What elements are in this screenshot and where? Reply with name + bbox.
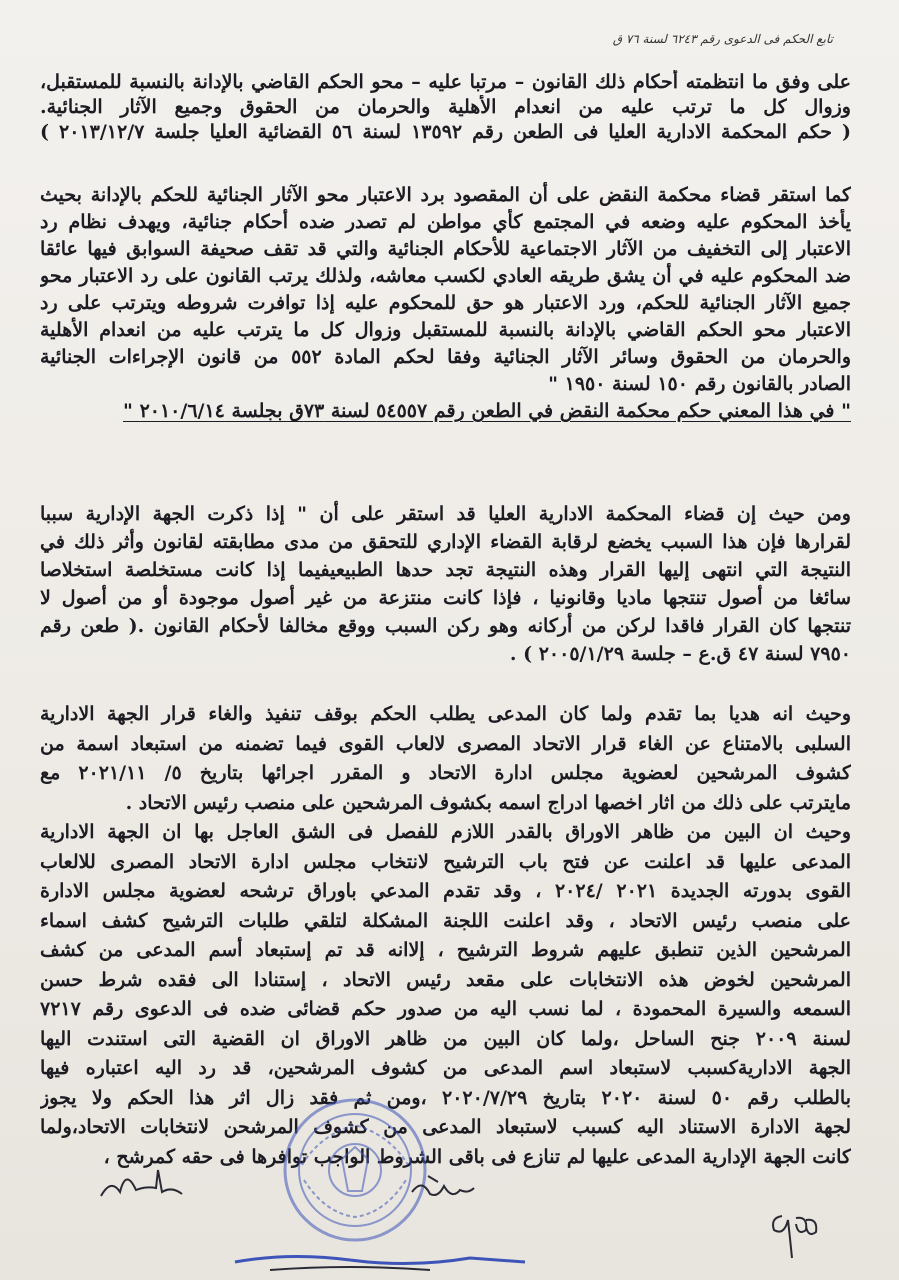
- text-line: كما استقر قضاء محكمة النقض على أن المقصود برد الاعتبار محو الآثار الجنائية للحكم بالإدانة بحيث: [40, 184, 851, 206]
- text-line: سائغا من أصول تنتجها ماديا وقانونيا ، فإذا كانت منتزعة من غير أصول موجودة أو من أصول لا: [40, 587, 851, 609]
- text-line: جميع الآثار الجنائية للحكم، ورد الاعتبار هو حق للمحكوم عليه إذا توافرت شروطه ويترتب على رد: [40, 292, 851, 314]
- text-line: لجهة الادارة الاستناد اليه كسبب لاستبعاد المدعى من كشوف المرشحن لانتخابات الاتحاد،ولما: [40, 1116, 851, 1138]
- text-line: مايترتب على ذلك من اثار اخصها ادراج اسمه بكشوف المرشحين على منصب رئيس الاتحاد .: [125, 791, 851, 814]
- text-line: المرشحين لخوض هذه الانتخابات على مقعد رئيس الاتحاد ، إستنادا الى فقده شرط حسن: [40, 968, 851, 991]
- paragraph-4: [40, 700, 851, 1172]
- text-line: ٧٩٥٠ لسنة ٤٧ ق.ع – جلسة ٢٠٠٥/١/٢٩ ) .: [509, 643, 851, 665]
- text-line: المدعى عليها قد اعلنت عن فتح باب الترشيح لانتخاب مجلس ادارة الاتحاد المصرى للالعاب: [40, 850, 851, 873]
- text-line: السلبى بالامتناع عن الغاء قرار الاتحاد المصرى لالعاب القوى فيما تضمنه من استبعاد اسمة من: [40, 732, 851, 755]
- text-line: كشوف المرشحين لعضوية مجلس ادارة الاتحاد و المقرر اجرائها بتاريخ ٥/ ٢٠٢١/١١ مع: [40, 762, 851, 784]
- text-line: وزوال كل ما ترتب عليه من انعدام الأهلية والحرمان من الحقوق وجميع الآثار الجنائية.: [40, 96, 851, 118]
- text-line: لسنة ٢٠٠٩ جنح الساحل ،ولما كان البين من ظاهر الاوراق ان القضية التى استندت اليها: [40, 1027, 851, 1050]
- text-line: ( حكم المحكمة الادارية العليا فى الطعن رقم ١٣٥٩٢ لسنة ٥٦ القضائية العليا جلسة ٢٠١٣/١٢/٧ ): [40, 121, 851, 143]
- signature-mark: [762, 1208, 822, 1268]
- text-line: وحيث ان البين من ظاهر الاوراق بالقدر اللازم للفصل فى الشق العاجل بها ان الجهة الادارية: [40, 821, 851, 843]
- text-line: يأخذ المحكوم عليه وضعه في المجتمع كأي مواطن لم تصدر ضده أحكام جنائية، ويهدف نظام رد: [40, 211, 851, 233]
- text-line: لقرارها فإن هذا السبب يخضع لرقابة القضاء الإداري للتحقق من مدى مطابقته لقانون وأثر ذلك في: [40, 531, 851, 553]
- bottom-signature-stroke: [230, 1248, 530, 1278]
- text-line: الاعتبار محو الحكم القاضي بالإدانة بالنسبة للمستقبل وزوال كل ما يترتب عليه من انعدام الأهلية: [40, 319, 851, 341]
- signature-mark: [408, 1168, 478, 1208]
- text-line: على وفق ما انتظمته أحكام ذلك القانون – مرتبا عليه – محو الحكم القاضي بالإدانة بالنسبة للمستقبل،: [40, 71, 851, 93]
- text-line: السمعه والسيرة المحمودة ، لما نسب اليه من صدور حكم قضائى ضده فى الدعوى رقم ٧٢١٧: [40, 998, 851, 1020]
- paragraph-2: [40, 182, 851, 425]
- text-line: بالطلب رقم ٥٠ لسنة ٢٠٢٠ بتاريخ ٢٠٢٠/٧/٢٩ ،ومن ثم فقد زال اثر هذا الحكم ولا يجوز: [40, 1086, 851, 1109]
- paragraph-3: [40, 500, 851, 668]
- text-line: الاعتبار إلى التخفيف من الآثار الاجتماعية للأحكام الجنائية والتي قد تقف صحيفة السوابق فيها عائقا: [40, 238, 851, 260]
- text-line: وحيث انه هديا بما تقدم ولما كان المدعى يطلب الحكم بوقف تنفيذ والغاء قرار الجهة الادارية: [40, 703, 851, 725]
- text-line: ضد المحكوم عليه في أن يشق طريقه العادي لكسب معاشه، ولذلك يرتب القانون على رد الاعتبار محو: [40, 265, 851, 287]
- text-line: القوى بدورته الجديدة ٢٠٢١ /٢٠٢٤ ، وقد تقدم المدعي باوراق ترشحه لعضوية مجلس الادارة: [40, 880, 851, 902]
- text-line: تنتجها كان القرار فاقدا لركن من أركانه وهو ركن السبب ووقع مخالفا لأحكام القانون .( طعن رقم: [40, 615, 851, 637]
- text-line: النتيجة التي انتهى إليها القرار وهذه النتيجة تجد حدها الطبيعيفيما إذا كانت مستخلصة استخلاصا: [40, 559, 851, 581]
- page-header: تابع الحكم فى الدعوى رقم ٦٢٤٣ لسنة ٧٦ ق: [612, 32, 833, 46]
- text-line: الجهة الاداريةكسبب لاستبعاد اسم المدعى من كشوف المرشحين، قد رد اليه اعتباره فيها: [40, 1057, 851, 1079]
- text-line: على منصب رئيس الاتحاد ، وقد اعلنت اللجنة المشكلة لتلقي طلبات الترشيح كشف اسماء: [40, 909, 851, 932]
- text-line: المرشحين الذين تنطبق عليهم شروط الترشيح ، إلاانه قد تم إستبعاد أسم المدعى من كشف: [40, 939, 851, 961]
- text-line: الصادر بالقانون رقم ١٥٠ لسنة ١٩٥٠ ": [548, 373, 851, 395]
- text-line: والحرمان من الحقوق وسائر الآثار الجنائية وفقا لحكم المادة ٥٥٢ من قانون الإجراءات الجنائية: [40, 346, 851, 368]
- text-line: كانت الجهة الإدارية المدعى عليها لم تنازع فى باقى الشروط الواجب توافرها فى حقه كمرشح ،: [103, 1145, 851, 1168]
- citation-line: " في هذا المعني حكم محكمة النقض في الطعن رقم ٥٤٥٥٧ لسنة ٧٣ق بجلسة ٢٠١٠/٦/١٤ ": [123, 400, 851, 422]
- signature-mark: [96, 1158, 186, 1208]
- paragraph-1: [40, 70, 851, 145]
- text-line: ومن حيث إن قضاء المحكمة الادارية العليا قد استقر على أن " إذا ذكرت الجهة الإدارية سببا: [40, 503, 851, 525]
